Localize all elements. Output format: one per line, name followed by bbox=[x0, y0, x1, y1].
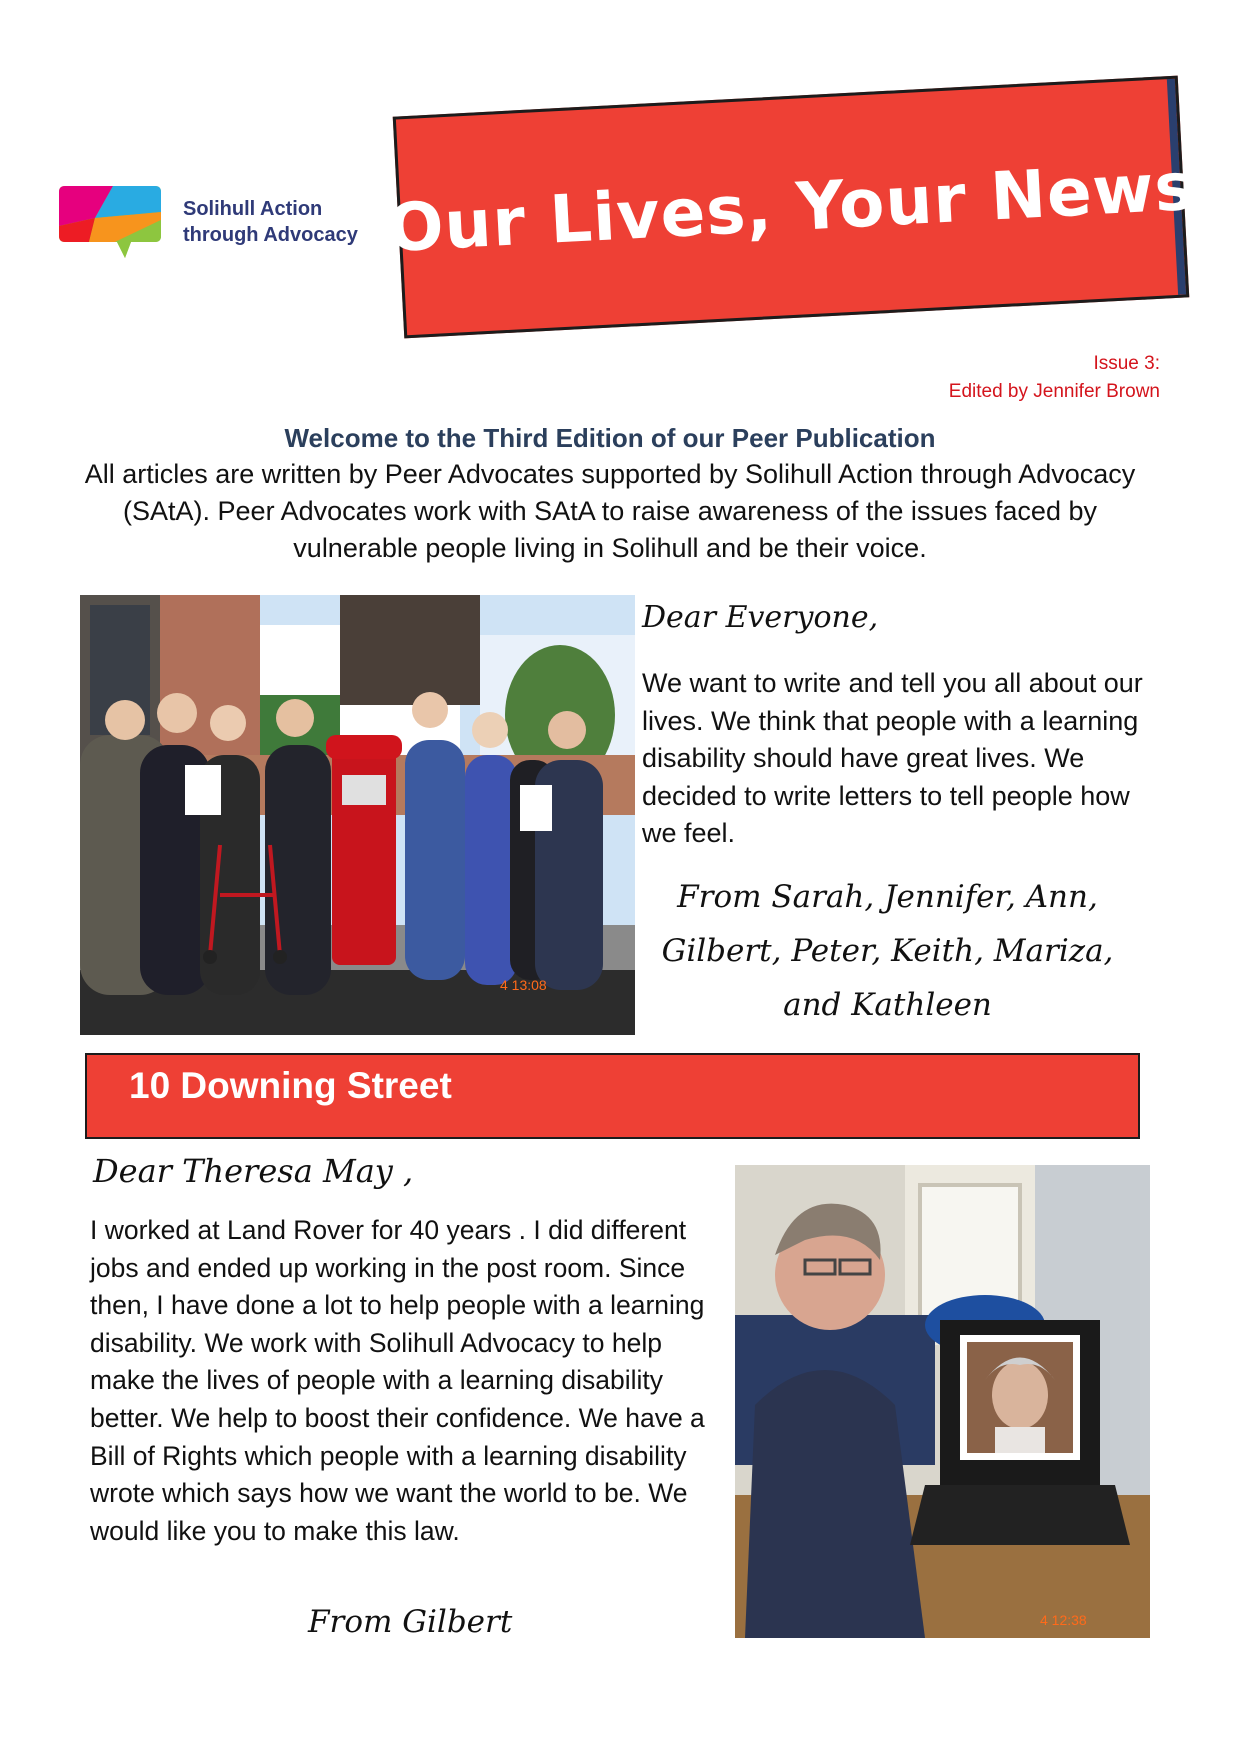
welcome-body: All articles are written by Peer Advocates supported by Solihull Action through Advocacy (SAtA). Peer Advocates work with SAtA to raise awareness of the issues faced by vulnerable people living in Solihull and be their voice. bbox=[84, 459, 1136, 563]
issue-info bbox=[949, 350, 1160, 406]
gilbert-laptop-photo bbox=[735, 1165, 1150, 1638]
speech-bubble-logo-icon bbox=[55, 186, 165, 266]
letter1-signoff bbox=[640, 870, 1135, 1032]
photo1-timestamp: 4 13:08 bbox=[500, 977, 547, 993]
issue-editor: Edited by Jennifer Brown bbox=[948, 381, 1160, 402]
issue-number: Issue 3: bbox=[1093, 353, 1160, 374]
newsletter-title: Our Lives, Your News bbox=[385, 147, 1197, 267]
gilbert-laptop-image bbox=[735, 1165, 1150, 1638]
letter2-signoff: From Gilbert bbox=[308, 1604, 513, 1640]
org-name-line2: through Advocacy bbox=[183, 224, 358, 246]
letter2-greeting: Dear Theresa May , bbox=[93, 1152, 414, 1190]
letter1-signoff-line1: From Sarah, Jennifer, Ann, bbox=[677, 879, 1098, 915]
section-banner bbox=[85, 1053, 1140, 1139]
masthead-banner bbox=[385, 76, 1197, 339]
org-name-line1: Solihull Action bbox=[183, 198, 323, 220]
letter1-signoff-line3: and Kathleen bbox=[783, 987, 992, 1023]
welcome-section bbox=[80, 420, 1140, 567]
group-photo-image bbox=[80, 595, 635, 1035]
org-name bbox=[183, 196, 358, 248]
group-photo-postbox bbox=[80, 595, 635, 1035]
letter1-signoff-line2: Gilbert, Peter, Keith, Mariza, bbox=[661, 933, 1114, 969]
sata-logo bbox=[55, 186, 365, 266]
letter1-body: We want to write and tell you all about our lives. We think that people with a learning disability should have great lives. We decided to write letters to tell people how we feel. bbox=[642, 668, 1143, 848]
letter2-body: I worked at Land Rover for 40 years . I did different jobs and ended up working in the post room. Since then, I have done a lot to help people with a learning disability. We work with Solihull Advocacy to help make the lives of people with a learning disability better. We help to boost their confidence. We have a Bill of Rights which people with a learning disability wrote which says how we want the world to be. We would like you to make this law. bbox=[90, 1215, 705, 1546]
welcome-heading: Welcome to the Third Edition of our Peer Publication bbox=[284, 423, 936, 453]
section-title: 10 Downing Street bbox=[129, 1065, 452, 1106]
letter1-greeting: Dear Everyone, bbox=[642, 600, 879, 635]
photo2-timestamp: 4 12:38 bbox=[1040, 1612, 1087, 1628]
